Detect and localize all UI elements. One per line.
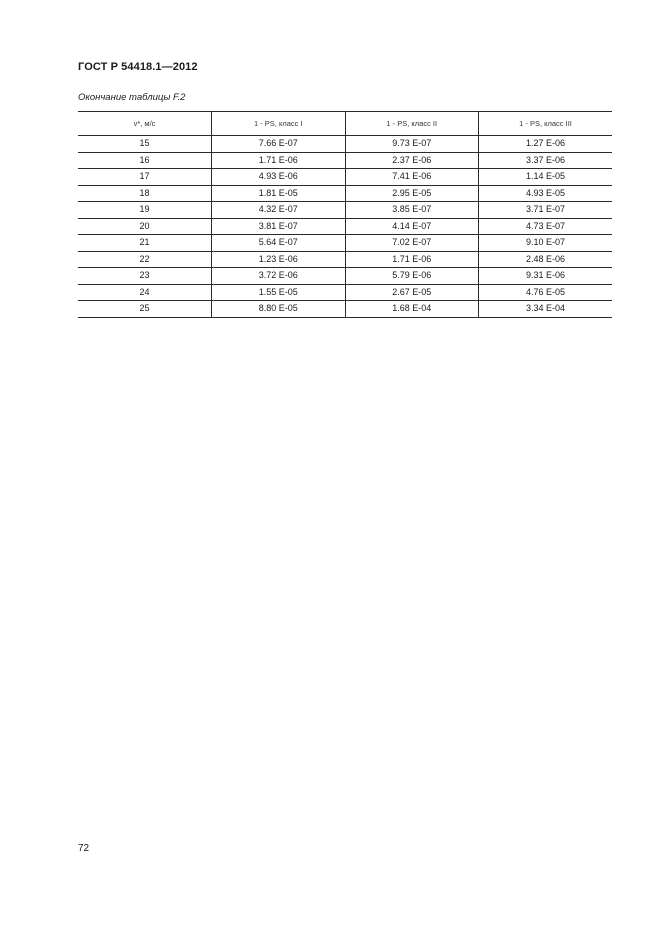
probability-cell: 9.73 E-07	[345, 136, 479, 153]
probability-cell: 2.37 E-06	[345, 152, 479, 169]
probability-cell: 7.41 E-06	[345, 169, 479, 186]
table-row	[78, 251, 612, 268]
page-number: 72	[78, 843, 90, 854]
speed-cell: 20	[78, 218, 212, 235]
table-row	[78, 152, 612, 169]
table-row	[78, 202, 612, 219]
table-caption: Окончание таблицы F.2	[78, 92, 186, 103]
speed-cell: 23	[78, 268, 212, 285]
probability-cell: 2.48 E-06	[479, 251, 613, 268]
probability-cell: 3.34 E-04	[479, 301, 613, 318]
probability-cell: 4.14 E-07	[345, 218, 479, 235]
table-row	[78, 169, 612, 186]
probability-cell: 5.64 E-07	[212, 235, 346, 252]
probability-cell: 3.72 E-06	[212, 268, 346, 285]
table-row	[78, 235, 612, 252]
probability-cell: 4.73 E-07	[479, 218, 613, 235]
table-row	[78, 136, 612, 153]
probability-cell: 1.27 E-06	[479, 136, 613, 153]
probability-cell: 5.79 E-06	[345, 268, 479, 285]
speed-cell: 25	[78, 301, 212, 318]
speed-cell: 22	[78, 251, 212, 268]
probability-cell: 2.95 E-05	[345, 185, 479, 202]
speed-cell: 15	[78, 136, 212, 153]
probability-cell: 4.76 E-05	[479, 284, 613, 301]
probability-table	[78, 111, 612, 318]
probability-cell: 1.71 E-06	[212, 152, 346, 169]
column-header-class-1: 1 - PS, класс I	[212, 112, 346, 136]
column-header-class-2: 1 - PS, класс II	[345, 112, 479, 136]
probability-cell: 1.14 E-05	[479, 169, 613, 186]
probability-cell: 1.71 E-06	[345, 251, 479, 268]
header-row	[78, 112, 612, 136]
probability-cell: 3.85 E-07	[345, 202, 479, 219]
probability-cell: 3.37 E-06	[479, 152, 613, 169]
table-row	[78, 284, 612, 301]
probability-cell: 3.81 E-07	[212, 218, 346, 235]
probability-cell: 7.66 E-07	[212, 136, 346, 153]
probability-cell: 1.55 E-05	[212, 284, 346, 301]
speed-cell: 17	[78, 169, 212, 186]
table-row	[78, 301, 612, 318]
probability-cell: 7.02 E-07	[345, 235, 479, 252]
document-standard-title: ГОСТ Р 54418.1—2012	[78, 61, 198, 73]
table-row	[78, 218, 612, 235]
speed-cell: 16	[78, 152, 212, 169]
probability-cell: 1.23 E-06	[212, 251, 346, 268]
probability-cell: 4.93 E-05	[479, 185, 613, 202]
table-row	[78, 268, 612, 285]
probability-cell: 1.68 E-04	[345, 301, 479, 318]
probability-cell: 8.80 E-05	[212, 301, 346, 318]
probability-cell: 2.67 E-05	[345, 284, 479, 301]
speed-cell: 18	[78, 185, 212, 202]
column-header-speed: v*, м/с	[78, 112, 212, 136]
speed-cell: 21	[78, 235, 212, 252]
table-header	[78, 112, 612, 136]
table-body	[78, 136, 612, 318]
speed-cell: 24	[78, 284, 212, 301]
speed-cell: 19	[78, 202, 212, 219]
probability-cell: 9.10 E-07	[479, 235, 613, 252]
probability-cell: 1.81 E-05	[212, 185, 346, 202]
probability-cell: 3.71 E-07	[479, 202, 613, 219]
column-header-class-3: 1 - PS, класс III	[479, 112, 613, 136]
probability-cell: 4.32 E-07	[212, 202, 346, 219]
probability-cell: 9.31 E-06	[479, 268, 613, 285]
table-row	[78, 185, 612, 202]
probability-cell: 4.93 E-06	[212, 169, 346, 186]
